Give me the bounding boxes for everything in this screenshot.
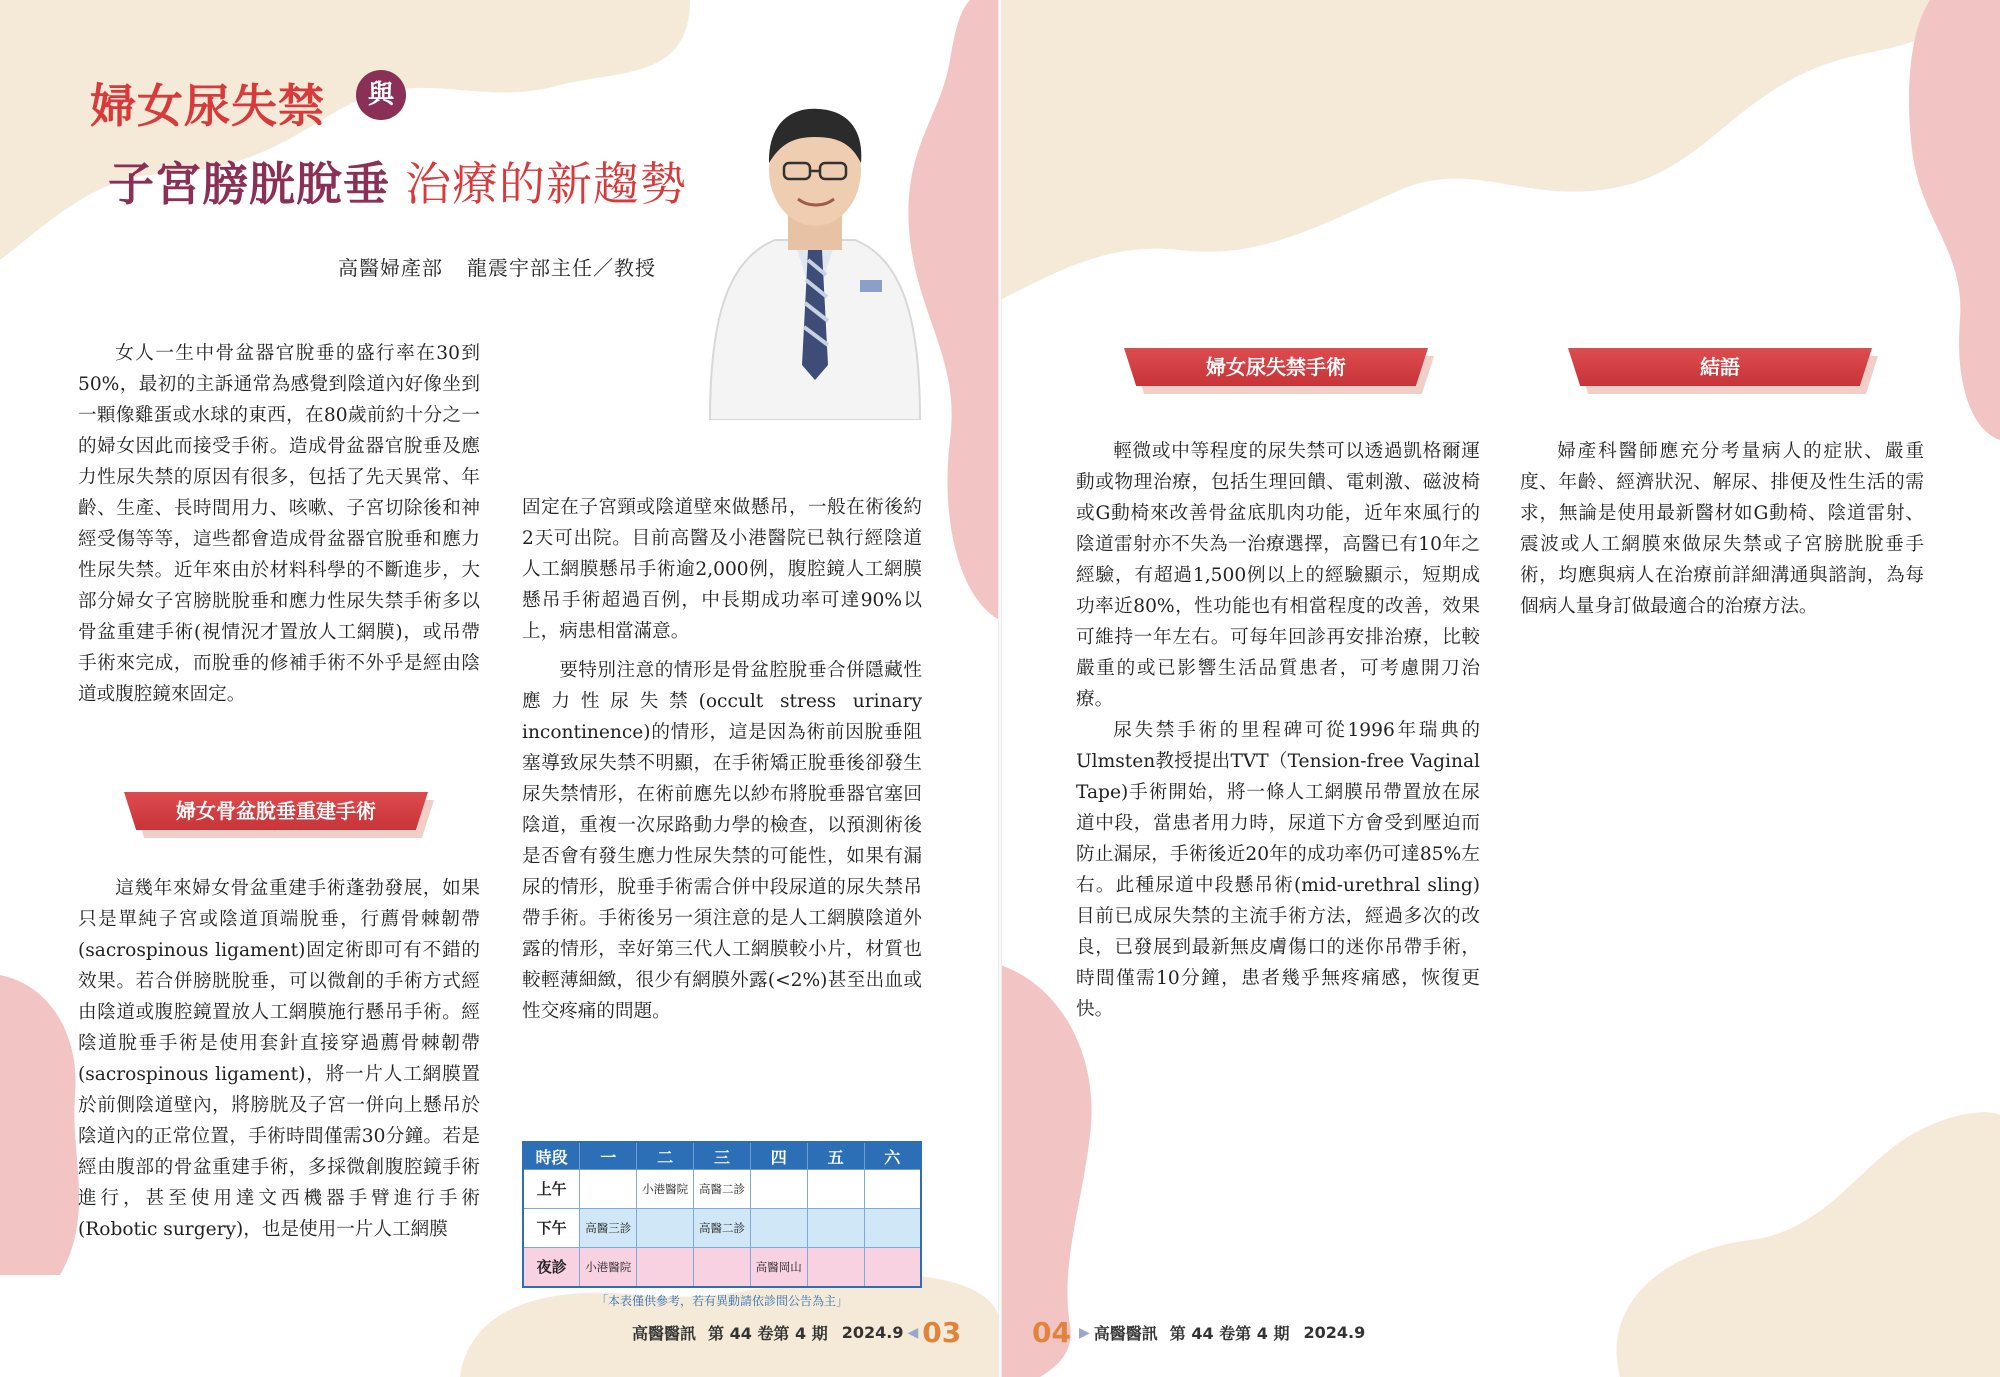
- footer-volume: 第 44 卷第 4 期: [708, 1324, 828, 1343]
- page-gutter: [998, 0, 1002, 1377]
- intro-column: [78, 338, 480, 710]
- schedule-cell: [807, 1209, 864, 1248]
- section-heading-incontinence-label: 婦女尿失禁手術: [1206, 355, 1346, 379]
- section-heading-pelvic-label: 婦女骨盆脫垂重建手術: [176, 799, 376, 823]
- schedule-cell: 小港醫院: [637, 1170, 694, 1209]
- right-page: [1000, 0, 2000, 1377]
- section-heading-conclusion-label: 結語: [1700, 355, 1740, 379]
- schedule-cell: 高醫岡山: [750, 1248, 807, 1288]
- title-connector-badge: 與: [356, 70, 406, 120]
- footer-volume: 第 44 卷第 4 期: [1169, 1324, 1290, 1343]
- schedule-cell: [864, 1248, 921, 1288]
- schedule-header: 六: [864, 1142, 921, 1170]
- pelvic-column: [78, 873, 480, 1245]
- schedule-row-afternoon: [523, 1209, 921, 1248]
- conclusion-column: [1520, 436, 1924, 622]
- schedule-row-night: [523, 1248, 921, 1288]
- author-line: [338, 252, 656, 281]
- middle-paragraph-1: 固定在子宮頸或陰道壁來做懸吊，一般在術後約2天可出院。目前高醫及小港醫院已執行經陰道人工網膜懸吊手術逾2,000例，腹腔鏡人工網膜懸吊手術超過百例，中長期成功率可達90%以上，病患相當滿意。: [522, 497, 922, 642]
- schedule-row-morning: [523, 1170, 921, 1209]
- title-line2-red: 治療的新趨勢: [405, 157, 687, 211]
- incontinence-paragraph-1: 輕微或中等程度的尿失禁可以透過凱格爾運動或物理治療，包括生理回饋、電刺激、磁波椅或G動椅來改善骨盆底肌肉功能，近年來風行的陰道雷射亦不失為一治療選擇，高醫已有10年之經驗，有超過1,500例以上的經驗顯示，短期成功率近80%，性功能也有相當程度的改善，效果可維持一年左右。可每年回診再安排治療，比較嚴重的或已影響生活品質患者，可考慮開刀治療。: [1076, 441, 1480, 710]
- intro-paragraph: 女人一生中骨盆器官脫垂的盛行率在30到50%，最初的主訴通常為感覺到陰道內好像坐到一顆像雞蛋或水球的東西，在80歲前約十分之一的婦女因此而接受手術。造成骨盆器官脫垂及應力性尿失禁的原因有很多，包括了先天異常、年齡、生產、長時間用力、咳嗽、子宮切除後和神經受傷等等，這些都會造成骨盆器官脫垂和應力性尿失禁。近年來由於材料科學的不斷進步，大部分婦女子宮膀胱脫垂和應力性尿失禁手術多以骨盆重建手術(視情況才置放人工網膜)，或吊帶手術來完成，而脫垂的修補手術不外乎是經由陰道或腹腔鏡來固定。: [78, 343, 480, 705]
- footer-journal: 高醫醫訊: [632, 1324, 697, 1343]
- schedule-cell: [864, 1209, 921, 1248]
- schedule-row-label: 夜診: [523, 1248, 580, 1288]
- section-heading-conclusion: [1568, 348, 1872, 386]
- beige-blob-bottom-right: [1560, 1090, 2000, 1377]
- section-heading-pelvic: [124, 792, 428, 830]
- page-number: 04: [1032, 1316, 1071, 1349]
- footer-right: [1032, 1316, 1365, 1349]
- schedule-cell: [807, 1248, 864, 1288]
- footer-left: [632, 1316, 961, 1349]
- schedule-cell: 高醫三診: [580, 1209, 637, 1248]
- triangle-left-icon: ◀: [907, 1324, 919, 1341]
- title-line2-dark: 子宮膀胱脫垂: [108, 157, 390, 211]
- schedule-cell: [694, 1248, 751, 1288]
- schedule-cell: [637, 1209, 694, 1248]
- schedule-header: 三: [694, 1142, 751, 1170]
- schedule-table: [522, 1141, 922, 1288]
- schedule-cell: [807, 1170, 864, 1209]
- page-number: 03: [922, 1316, 962, 1349]
- schedule-header: 四: [750, 1142, 807, 1170]
- middle-column: [522, 492, 922, 1027]
- schedule-cell: [637, 1248, 694, 1288]
- footer-date: 2024.9: [841, 1323, 904, 1342]
- schedule-row-label: 下午: [523, 1209, 580, 1248]
- conclusion-paragraph: 婦產科醫師應充分考量病人的症狀、嚴重度、年齡、經濟狀況、解尿、排便及性生活的需求，無論是使用最新醫材如G動椅、陰道雷射、震波或人工網膜來做尿失禁或子宮膀胱脫垂手術，均應與病人在治療前詳細溝通與諮詢，為每個病人量身訂做最適合的治療方法。: [1520, 441, 1924, 617]
- schedule-header: 一: [580, 1142, 637, 1170]
- schedule-note: 「本表僅供參考，若有異動請依診間公告為主」: [595, 1294, 848, 1308]
- doctor-portrait: [680, 75, 950, 420]
- schedule-header: 二: [637, 1142, 694, 1170]
- pelvic-paragraph: 這幾年來婦女骨盆重建手術蓬勃發展，如果只是單純子宮或陰道頂端脫垂，行薦骨棘韌帶(sacrospinous ligament)固定術即可有不錯的效果。若合併膀胱脫垂，可以微創的手術方式經由陰道或腹腔鏡置放人工網膜施行懸吊手術。經陰道脫垂手術是使用套針直接穿過薦骨棘韌帶(sacrospinous ligament)，將一片人工網膜置於前側陰道壁內，將膀胱及子宮一併向上懸吊於陰道內的正常位置，手術時間僅需30分鐘。若是經由腹部的骨盆重建手術，多採微創腹腔鏡手術進行，甚至使用達文西機器手臂進行手術(Robotic surgery)，也是使用一片人工網膜: [78, 878, 480, 1240]
- section-heading-incontinence: [1124, 348, 1428, 386]
- clinic-schedule: [522, 1141, 922, 1309]
- beige-blob-top-right: [1000, 0, 2000, 300]
- author-department: 高醫婦產部: [338, 256, 443, 280]
- incontinence-paragraph-2: 尿失禁手術的里程碑可從1996年瑞典的Ulmsten教授提出TVT（Tension-free Vaginal Tape)手術開始，將一條人工網膜吊帶置放在尿道中段，當患者用力時，尿道下方會受到壓迫而防止漏尿，手術後近20年的成功率仍可達85%左右。此種尿道中段懸吊術(mid-urethral sling)目前已成尿失禁的主流手術方法，經過多次的改良，已發展到最新無皮膚傷口的迷你吊帶手術，時間僅需10分鐘，患者幾乎無疼痛感，恢復更快。: [1076, 720, 1480, 1020]
- footer-date: 2024.9: [1303, 1323, 1366, 1342]
- schedule-cell: 高醫二診: [694, 1170, 751, 1209]
- incontinence-column: [1076, 436, 1480, 1025]
- triangle-right-icon: ▶: [1078, 1324, 1090, 1341]
- footer-journal: 高醫醫訊: [1093, 1324, 1158, 1343]
- pink-blob-top-right: [1900, 0, 2000, 440]
- schedule-header: 時段: [523, 1142, 580, 1170]
- author-name: 龍震宇部主任／教授: [467, 256, 656, 280]
- schedule-header: 五: [807, 1142, 864, 1170]
- title-line1: 婦女尿失禁: [90, 79, 325, 133]
- schedule-cell: [750, 1170, 807, 1209]
- schedule-cell: 高醫二診: [694, 1209, 751, 1248]
- schedule-cell: [580, 1170, 637, 1209]
- schedule-cell: 小港醫院: [580, 1248, 637, 1288]
- schedule-row-label: 上午: [523, 1170, 580, 1209]
- schedule-header-row: [523, 1142, 921, 1170]
- schedule-cell: [750, 1209, 807, 1248]
- schedule-cell: [864, 1170, 921, 1209]
- middle-paragraph-2: 要特別注意的情形是骨盆腔脫垂合併隱藏性應力性尿失禁(occult stress urinary incontinence)的情形，這是因為術前因脫垂阻塞導致尿失禁不明顯，在手術矯正脫垂後卻發生尿失禁情形，在術前應先以紗布將脫垂器官塞回陰道，重複一次尿路動力學的檢查，以預測術後是否會有發生應力性尿失禁的可能性，如果有漏尿的情形，脫垂手術需合併中段尿道的尿失禁吊帶手術。手術後另一須注意的是人工網膜陰道外露的情形，幸好第三代人工網膜較小片，材質也較輕薄細緻，很少有網膜外露(<2%)甚至出血或性交疼痛的問題。: [522, 660, 922, 1022]
